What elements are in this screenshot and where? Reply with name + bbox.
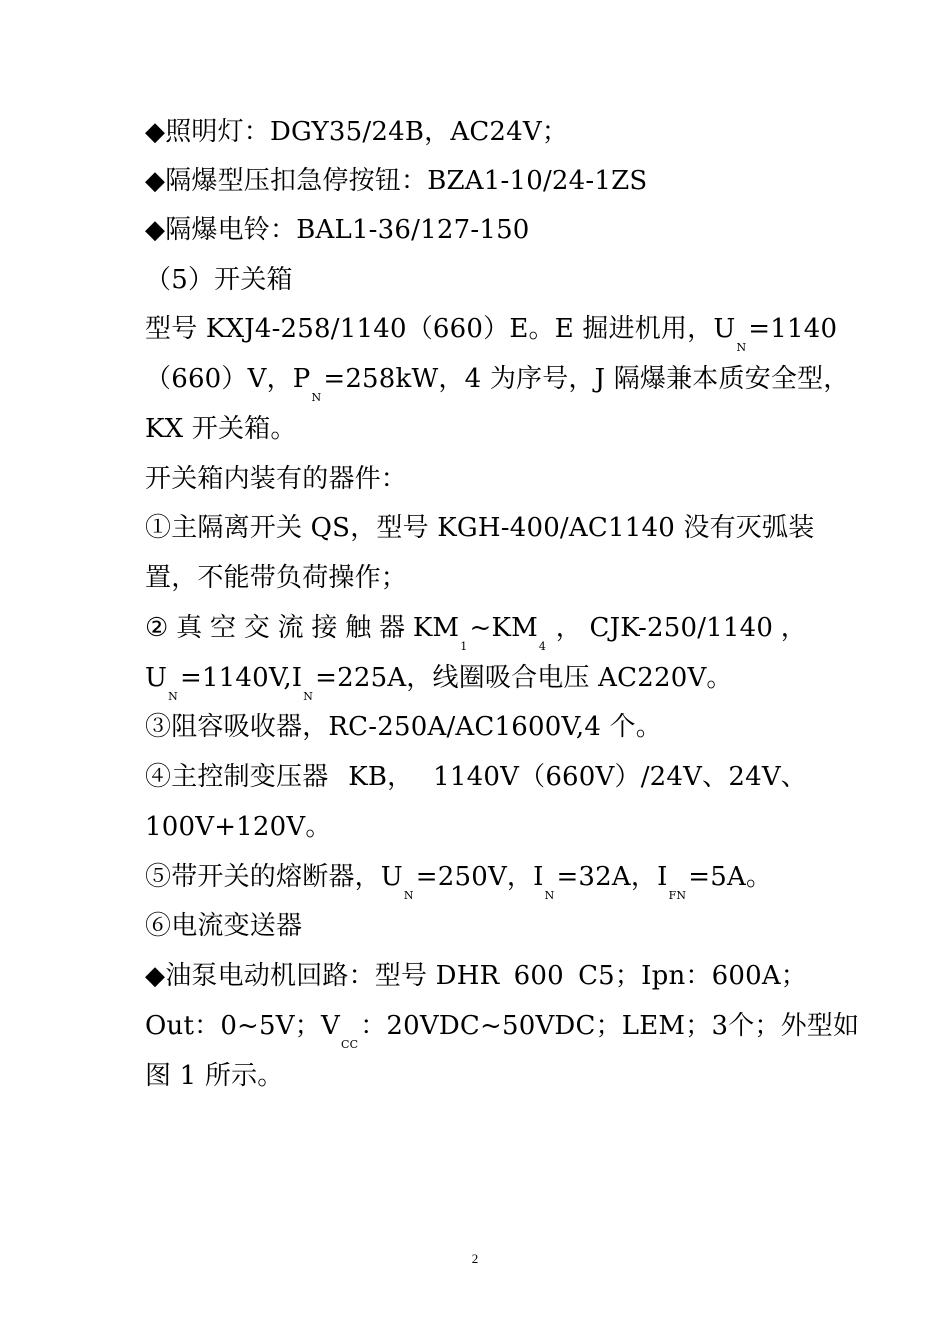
paragraph-line: ◆隔爆电铃：BAL1-36/127-150: [145, 215, 530, 245]
subscript: N: [544, 889, 555, 902]
paragraph-line: ③阻容吸收器，RC-250A/AC1600V,4 个。: [145, 712, 662, 742]
text-run: U: [145, 663, 168, 693]
paragraph-line: [145, 960, 807, 992]
paragraph-line: [145, 313, 838, 354]
text-run: ~KM: [469, 613, 538, 643]
text-run: 流: [277, 613, 304, 643]
text-run: （660）V，P: [145, 364, 311, 394]
subscript: N: [311, 391, 322, 404]
text-run: ②: [145, 613, 169, 643]
text-run: 个；: [728, 1011, 781, 1041]
paragraph-line: ◆隔爆型压扣急停按钮：BZA1-10/24-1ZS: [145, 166, 648, 196]
subscript: 1: [460, 640, 468, 653]
text-run: ：: [360, 1011, 387, 1041]
text-run: ◆油泵电动机回路：型号 DHR: [145, 961, 500, 991]
text-run: =1140V,I: [179, 663, 303, 693]
text-run: 0~5V；: [220, 1011, 321, 1041]
text-run: KM: [412, 613, 460, 643]
text-run: 型号 KXJ4-258/1140（660）E。E 掘进机用，U: [145, 314, 736, 344]
paragraph-line: [145, 761, 807, 793]
paragraph-line: ①主隔离开关 QS，型号 KGH-400/AC1140 没有灭弧装: [145, 513, 815, 543]
paragraph-line: [145, 363, 850, 404]
text-run: [320, 1010, 387, 1051]
paragraph-line: ◆照明灯：DGY35/24B，AC24V；: [145, 117, 569, 147]
paragraph-line: 100V+120V。: [145, 812, 332, 842]
subscript: N: [303, 690, 314, 703]
text-run: 外型如: [780, 1011, 860, 1041]
subscript: FN: [668, 889, 687, 902]
page-number: 2: [471, 1251, 479, 1266]
paragraph-line: [145, 861, 773, 902]
text-run: 空: [209, 613, 237, 643]
paragraph-line: ⑥电流变送器: [145, 911, 303, 941]
text-run: =250V，I: [415, 862, 544, 892]
text-run: CJK-250/1140: [589, 613, 774, 643]
text-run: Out：: [145, 1011, 221, 1041]
text-run: V: [320, 1011, 340, 1041]
text-run: 器: [379, 613, 406, 643]
text-run: =32A，I: [556, 862, 668, 892]
subscript: CC: [340, 1038, 359, 1051]
text-run: [412, 612, 548, 653]
text-run: 交: [243, 613, 270, 643]
paragraph-line: [145, 1010, 860, 1051]
text-run: =225A，线圈吸合电压 AC220V。: [315, 663, 733, 693]
text-run: 接: [311, 613, 338, 643]
text-run: ，: [555, 613, 582, 643]
text-run: 真: [176, 613, 203, 643]
paragraph-line: 开关箱内装有的器件：: [145, 464, 408, 494]
paragraph-line: KX 开关箱。: [145, 414, 297, 444]
subscript: N: [736, 341, 747, 354]
subscript: 4: [538, 640, 547, 653]
paragraph-line: [145, 612, 807, 653]
text-run: 3: [711, 1011, 729, 1041]
paragraph-line: 图 1 所示。: [145, 1061, 284, 1091]
paragraph-line: 置，不能带负荷操作；: [145, 563, 408, 593]
text-run: LEM；: [621, 1011, 712, 1041]
text-run: =258kW，4 为序号，J 隔爆兼本质安全型，: [323, 364, 850, 394]
text-run: 1140V（660V）/24V、24V、: [433, 762, 807, 792]
text-run: ④主控制变压器: [145, 762, 329, 792]
text-run: 触: [345, 613, 372, 643]
text-run: 600: [513, 961, 564, 991]
subscript: N: [403, 889, 414, 902]
text-run: =5A。: [688, 862, 773, 892]
subscript: N: [168, 690, 178, 703]
text-run: ；: [595, 1011, 622, 1041]
text-run: C5；Ipn：600A；: [578, 961, 807, 991]
paragraph-line: [145, 662, 733, 703]
text-run: KB，: [348, 762, 414, 792]
text-run: =1140: [748, 314, 838, 344]
section-heading: （5）开关箱: [145, 265, 293, 295]
text-run: ，: [780, 613, 807, 643]
text-run: 20VDC~50VDC: [386, 1011, 596, 1041]
text-run: ⑤带开关的熔断器，U: [145, 862, 403, 892]
